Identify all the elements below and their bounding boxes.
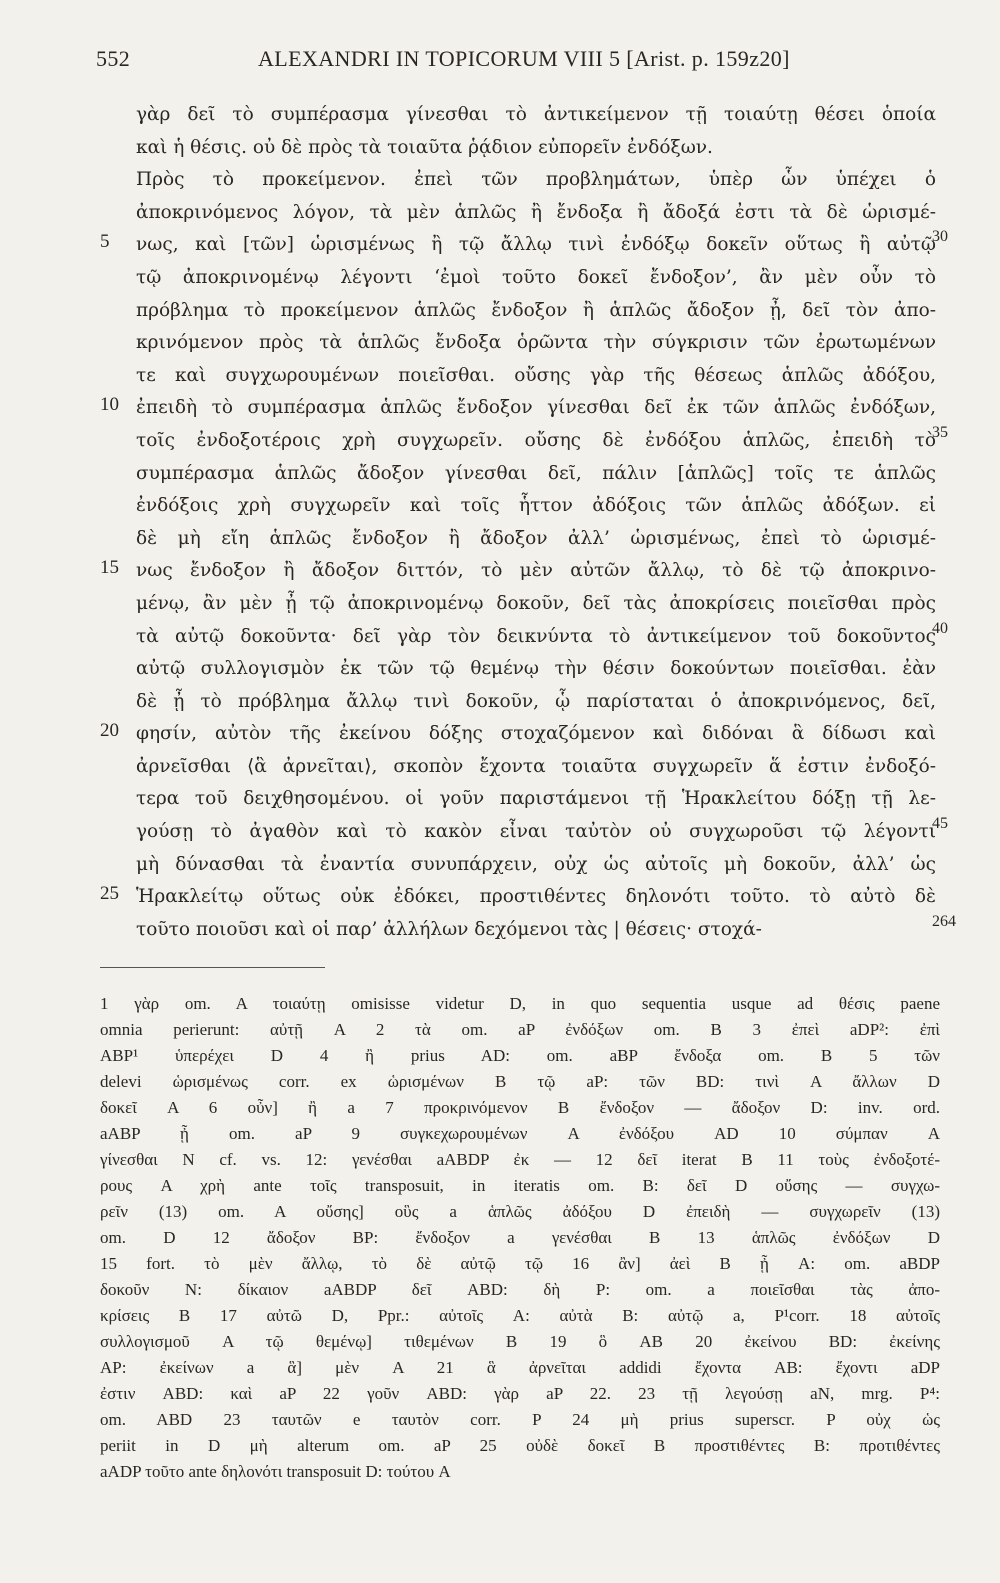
text-line — [0, 524, 1000, 557]
text-line — [0, 912, 1000, 948]
apparatus-line: om. ABD 23 ταυτῶν e ταυτὸν corr. P 24 μὴ prius superscr. P οὐχ ὡς — [100, 1410, 940, 1429]
line-text: νως ἔνδοξον ἢ ἄδοξον διττόν, τὸ μὲν αὐτῶν ἄλλῳ, τὸ δὲ τῷ ἀποκρινο- — [136, 560, 936, 582]
main-text — [0, 100, 1000, 947]
line-text: νως, καὶ [τῶν] ὡρισμένως ἢ τῷ ἄλλῳ τινὶ ἐνδόξῳ δοκεῖν οὕτως ἢ αὐτῷ — [136, 234, 936, 256]
apparatus-line: δοκοῦν N: δίκαιον aABDP δεῖ ABD: δὴ P: om. a ποιεῖσθαι τὰς ἀπο- — [100, 1280, 940, 1299]
line-text: δὲ μὴ εἴη ἁπλῶς ἔνδοξον ἢ ἄδοξον ἀλλ’ ὡρισμένως, ἐπεὶ τὸ ὡρισμέ- — [136, 527, 936, 549]
line-text: ἀρνεῖσθαι ⟨ἃ ἀρνεῖται⟩, σκοπὸν ἔχοντα τοιαῦτα συγχωρεῖν ἅ ἐστιν ἐνδοξό- — [136, 755, 936, 777]
line-text: τοῦτο ποιοῦσι καὶ οἱ παρ’ ἀλλήλων δεχόμενοι τὰς | θέσεις· στοχά- — [136, 918, 762, 940]
line-number: 5 — [100, 231, 110, 253]
text-line — [0, 100, 1000, 133]
text-line — [0, 491, 1000, 524]
page-number: 552 — [96, 46, 131, 71]
line-text: ἐπειδὴ τὸ συμπέρασμα ἁπλῶς ἔνδοξον γίνεσθαι δεῖ ἐκ τῶν ἁπλῶς ἐνδόξων, — [136, 397, 936, 419]
line-text: τὰ αὐτῷ δοκοῦντα· δεῖ γὰρ τὸν δεικνύντα τὸ ἀντικείμενον τοῦ δοκοῦντος — [136, 625, 936, 647]
line-text: συμπέρασμα ἁπλῶς ἄδοξον γίνεσθαι δεῖ, πάλιν [ἁπλῶς] τοῖς τε ἁπλῶς — [136, 462, 936, 484]
margin-reference: 35 — [932, 423, 948, 441]
line-text: γὰρ δεῖ τὸ συμπέρασμα γίνεσθαι τὸ ἀντικείμενον τῇ τοιαύτῃ θέσει ὁποία — [136, 104, 936, 125]
line-text: Ἡρακλείτῳ οὕτως οὐκ ἐδόκει, προστιθέντες δηλονότι τοῦτο. τὸ αὐτὸ δὲ — [136, 886, 936, 908]
text-line — [0, 230, 1000, 263]
line-text: γούσῃ τὸ ἀγαθὸν καὶ τὸ κακὸν εἶναι ταὐτὸν οὐ συγχωροῦσι τῷ λέγοντι — [136, 821, 936, 843]
apparatus-line: om. D 12 ἄδοξον BP: ἔνδοξον a γενέσθαι B 13 ἁπλῶς ἐνδόξων D — [100, 1228, 940, 1247]
line-text: ἐνδόξοις χρὴ συγχωρεῖν καὶ τοῖς ἧττον ἀδόξοις τῶν ἁπλῶς ἀδόξων. εἰ — [136, 495, 936, 517]
line-text: ἀποκρινόμενος λόγον, τὰ μὲν ἁπλῶς ἢ ἔνδοξα ἢ ἄδοξά ἐστι τὰ δὲ ὡρισμέ- — [136, 201, 936, 223]
text-line — [0, 133, 1000, 166]
text-line — [0, 687, 1000, 720]
line-text: πρόβλημα τὸ προκείμενον ἁπλῶς ἔνδοξον ἢ ἁπλῶς ἄδοξον ᾖ, δεῖ τὸν ἀπο- — [136, 299, 936, 321]
line-text: μὴ δύνασθαι τὰ ἐναντία συνυπάρχειν, οὐχ ὡς αὐτοῖς μὴ δοκοῦν, ἀλλ’ ὡς — [136, 853, 936, 875]
apparatus-line: delevi ὡρισμένως corr. ex ὡρισμένων B τῷ aP: τῶν BD: τινὶ A ἄλλων D — [100, 1072, 940, 1091]
apparatus-line: aADP τοῦτο ante δηλονότι transposuit D: τούτου A — [100, 1462, 451, 1481]
text-line — [0, 850, 1000, 883]
apparatus-line: γίνεσθαι N cf. vs. 12: γενέσθαι aABDP ἐκ — 12 δεῖ iterat B 11 τοὺς ἐνδοξοτέ- — [100, 1150, 940, 1169]
line-number: 20 — [100, 720, 119, 742]
apparatus-line: δοκεῖ A 6 οὖν] ἢ a 7 προκρινόμενον B ἔνδοξον — ἄδοξον D: inv. ord. — [100, 1098, 940, 1117]
running-header — [96, 46, 816, 80]
apparatus-line: 1 γὰρ om. A τοιαύτῃ omisisse videtur D, in quo sequentia usque ad θέσις paene — [100, 994, 940, 1013]
margin-reference: 45 — [932, 815, 948, 833]
apparatus-line: aABP ᾖ om. aP 9 συγκεχωρουμένων A ἐνδόξου AD 10 σύμπαν A — [100, 1124, 940, 1143]
line-text: τερα τοῦ δειχθησομένου. οἱ γοῦν παριστάμενοι τῇ Ἡρακλείτου δόξῃ τῇ λε- — [136, 788, 936, 810]
text-line — [0, 589, 1000, 622]
running-title: ALEXANDRI IN TOPICORUM VIII 5 [Arist. p. 159ᴢ20] — [258, 46, 790, 71]
text-line — [0, 619, 1000, 655]
apparatus-line: ρους A χρὴ ante τοῖς transposuit, in iteratis om. B: δεῖ D οὔσης — συγχω- — [100, 1176, 940, 1195]
line-text: τοῖς ἐνδοξοτέροις χρὴ συγχωρεῖν. οὔσης δὲ ἐνδόξου ἁπλῶς, ἐπειδὴ τὸ — [136, 429, 936, 451]
text-line — [0, 393, 1000, 426]
text-line — [0, 361, 1000, 394]
apparatus-line: κρίσεις B 17 αὐτῶ D, Ppr.: αὐτοῖς A: αὐτὰ B: αὐτῷ a, P¹corr. 18 αὐτοῖς — [100, 1306, 940, 1325]
line-text: Πρὸς τὸ προκείμενον. ἐπεὶ τῶν προβλημάτων, ὑπὲρ ὧν ὑπέχει ὁ — [136, 169, 936, 191]
line-number: 25 — [100, 883, 119, 905]
text-line — [0, 296, 1000, 329]
line-text: δὲ ᾖ τὸ πρόβλημα ἄλλῳ τινὶ δοκοῦν, ᾧ παρίσταται ὁ ἀποκρινόμενος, δεῖ, — [136, 690, 936, 712]
line-text: κρινόμενον πρὸς τὰ ἁπλῶς ἔνδοξα ὁρῶντα τὴν σύγκρισιν τῶν ἐρωτωμένων — [136, 332, 936, 354]
text-line — [0, 165, 1000, 198]
apparatus-line: συλλογισμοῦ A τῷ θεμένῳ] τιθεμένων B 19 ὃ AB 20 ἐκείνου BD: ἐκείνης — [100, 1332, 940, 1351]
line-number: 10 — [100, 394, 119, 416]
text-line — [0, 882, 1000, 915]
apparatus-line: 15 fort. τὸ μὲν ἄλλῳ, τὸ δὲ αὐτῷ τῷ 16 ἂν] ἀεὶ B ᾖ A: om. aBDP — [100, 1254, 940, 1273]
text-line — [0, 198, 1000, 231]
margin-reference: 264 — [932, 912, 956, 930]
apparatus-line: ἐστιν ABD: καὶ aP 22 γοῦν ABD: γὰρ aP 22. 23 τῇ λεγούσῃ aN, mrg. P⁴: — [100, 1384, 940, 1403]
apparatus-line: ABP¹ ὑπερέχει D 4 ἢ prius AD: om. aBP ἔνδοξα om. B 5 τῶν — [100, 1046, 940, 1065]
text-line — [0, 423, 1000, 459]
margin-reference: 30 — [932, 228, 948, 246]
text-line — [0, 784, 1000, 817]
apparatus-line: ρεῖν (13) om. A οὔσης] οὓς a ἁπλῶς ἀδόξου D ἐπειδὴ — συγχωρεῖν (13) — [100, 1202, 940, 1221]
apparatus-line: periit in D μὴ alterum om. aP 25 οὐδὲ δοκεῖ B προστιθέντες B: προτιθέντες — [100, 1436, 940, 1455]
line-text: καὶ ἡ θέσις. οὐ δὲ πρὸς τὰ τοιαῦτα ῥᾴδιον εὐπορεῖν ἐνδόξων. — [136, 136, 713, 158]
apparatus-line: AP: ἐκείνων a ἃ] μὲν A 21 ἃ ἀρνεῖται addidi ἔχοντα AB: ἔχοντι aDP — [100, 1358, 940, 1377]
line-text: τε καὶ συγχωρουμένων ποιεῖσθαι. οὔσης γὰρ τῆς θέσεως ἁπλῶς ἀδόξου, — [136, 364, 936, 386]
apparatus-line: omnia perierunt: αὐτῇ A 2 τὰ om. aP ἐνδόξων om. B 3 ἐπεὶ aDP²: ἐπὶ — [100, 1020, 940, 1039]
text-line — [0, 556, 1000, 589]
line-text: τῷ ἀποκρινομένῳ λέγοντι ‘ἐμοὶ τοῦτο δοκεῖ ἔνδοξον’, ἂν μὲν οὖν τὸ — [136, 266, 936, 288]
line-number: 15 — [100, 557, 119, 579]
footnote-rule — [100, 967, 325, 968]
text-line — [0, 459, 1000, 492]
line-text: μένῳ, ἂν μὲν ᾖ τῷ ἀποκρινομένῳ δοκοῦν, δεῖ τὰς ἀποκρίσεις ποιεῖσθαι πρὸς — [136, 592, 936, 614]
line-text: φησίν, αὐτὸν τῆς ἐκείνου δόξης στοχαζόμενον καὶ διδόναι ἃ δίδωσι καὶ — [136, 723, 936, 745]
text-line — [0, 817, 1000, 850]
text-line — [0, 263, 1000, 296]
text-line — [0, 654, 1000, 687]
margin-reference: 40 — [932, 619, 948, 637]
text-line — [0, 719, 1000, 752]
text-line — [0, 328, 1000, 361]
line-text: αὐτῷ συλλογισμὸν ἐκ τῶν τῷ θεμένῳ τὴν θέσιν δοκούντων ποιεῖσθαι. ἐὰν — [136, 658, 936, 680]
critical-apparatus — [100, 992, 940, 1486]
text-line — [0, 752, 1000, 785]
